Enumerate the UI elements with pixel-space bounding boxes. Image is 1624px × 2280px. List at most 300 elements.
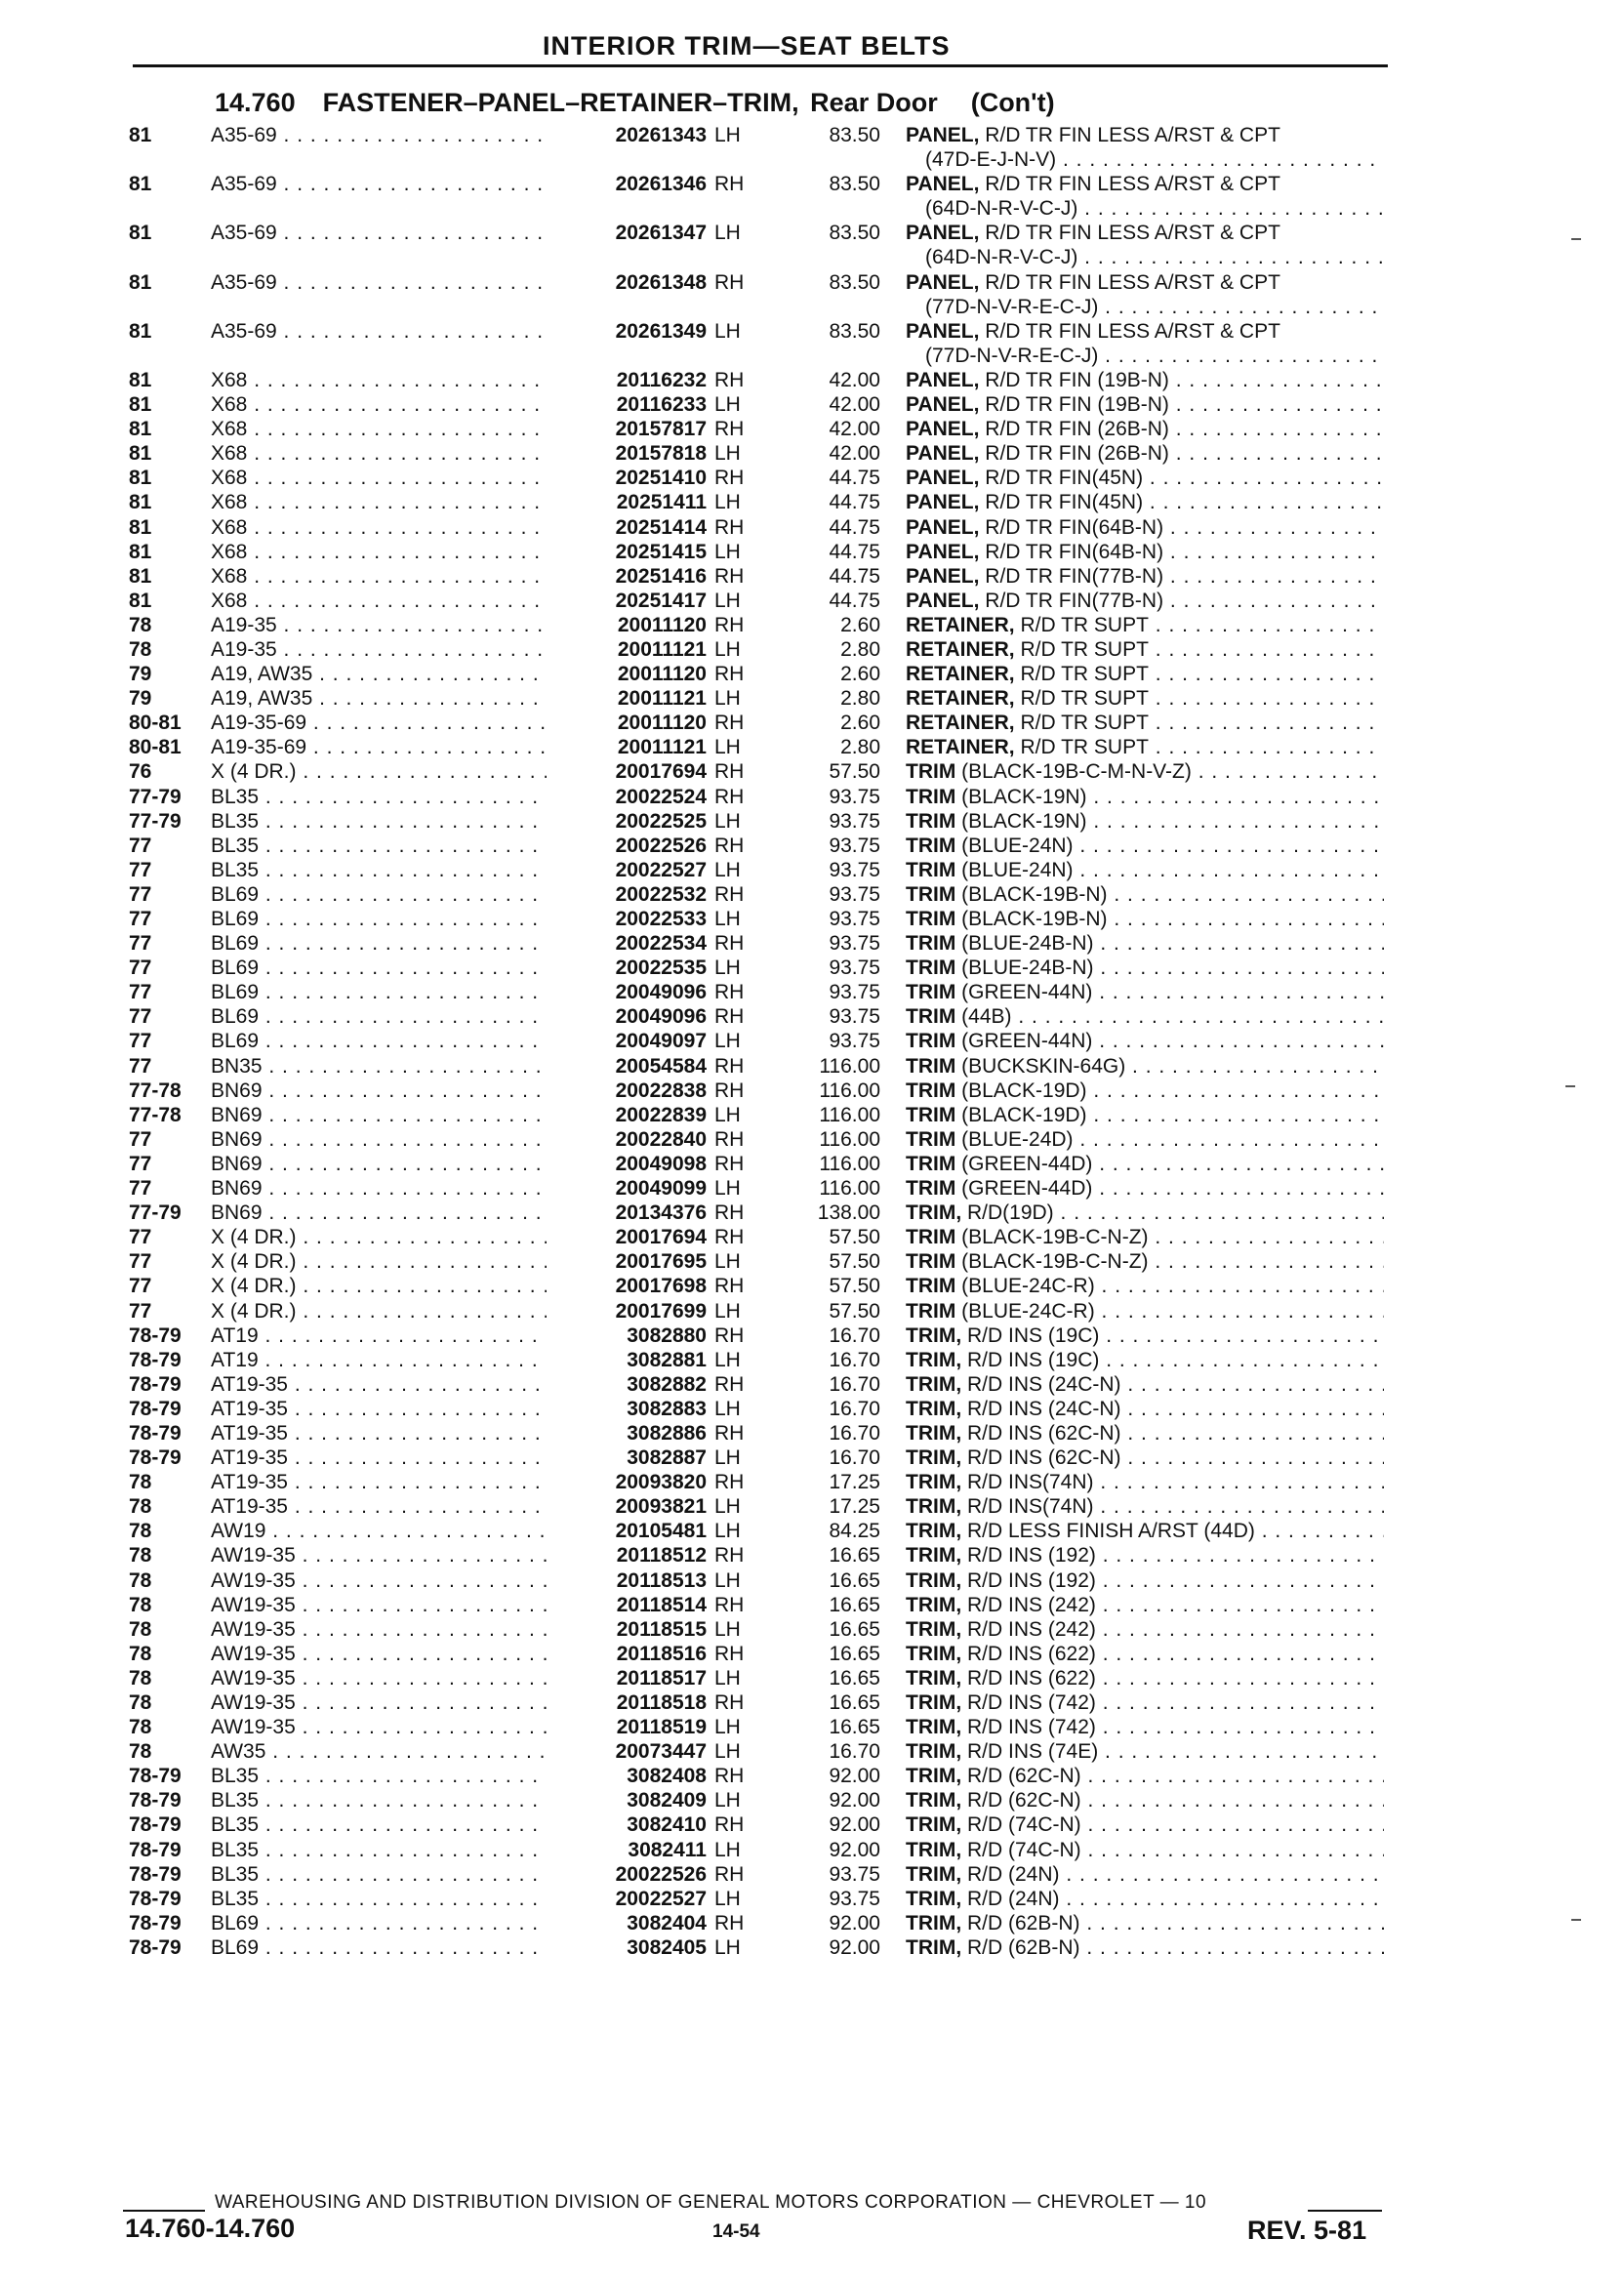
model-code: A35-69 . . . bbox=[211, 221, 562, 245]
price: 83.50 bbox=[829, 222, 880, 245]
year-range: 78-79 bbox=[129, 1887, 182, 1910]
model-code: BL35 . . . bbox=[211, 1838, 562, 1862]
model-code: BN69 . . . bbox=[211, 1176, 562, 1201]
model-code: BN69 . . . bbox=[211, 1152, 562, 1176]
description bbox=[906, 980, 1384, 1004]
side: RH bbox=[714, 1421, 745, 1445]
year-range: 78 bbox=[129, 1617, 152, 1641]
description-keyword: TRIM bbox=[906, 1127, 956, 1151]
description bbox=[906, 540, 1384, 564]
table-row bbox=[0, 1739, 1624, 1764]
description bbox=[906, 589, 1384, 613]
model-code: A35-69 . . . bbox=[211, 319, 562, 344]
side: LH bbox=[714, 1103, 741, 1126]
price: 93.75 bbox=[829, 1005, 880, 1029]
price: 83.50 bbox=[829, 173, 880, 196]
year-range: 81 bbox=[129, 393, 152, 417]
description bbox=[906, 1788, 1384, 1812]
model-code: BL69 . . . bbox=[211, 1935, 562, 1960]
table-row bbox=[0, 1519, 1624, 1543]
year-range: 77-78 bbox=[129, 1103, 182, 1126]
description-subtext: (64D-N-R-V-C-J) . . . bbox=[906, 196, 1384, 221]
description bbox=[906, 270, 1384, 319]
part-number: 20251411 bbox=[547, 490, 707, 514]
description-keyword: TRIM, bbox=[906, 1838, 962, 1861]
price: 16.70 bbox=[829, 1348, 880, 1371]
model-code: AW19-35 . . . bbox=[211, 1543, 562, 1568]
year-range: 77-78 bbox=[129, 1079, 182, 1102]
description-subtext: (77D-N-V-R-E-C-J) . . . bbox=[906, 344, 1384, 368]
description bbox=[906, 1029, 1384, 1053]
table-row bbox=[0, 735, 1624, 759]
table-row bbox=[0, 637, 1624, 662]
description-keyword: PANEL, bbox=[906, 515, 980, 539]
part-number: 20049097 bbox=[547, 1029, 707, 1053]
price: 93.75 bbox=[829, 908, 880, 930]
table-row bbox=[0, 490, 1624, 514]
description-keyword: TRIM bbox=[906, 1226, 956, 1249]
price: 44.75 bbox=[829, 589, 880, 612]
table-row bbox=[0, 1715, 1624, 1739]
table-row bbox=[0, 1176, 1624, 1201]
description-keyword: TRIM, bbox=[906, 1617, 962, 1641]
side: RH bbox=[714, 418, 745, 441]
side: RH bbox=[714, 564, 745, 588]
description-text: R/D INS (19C) . . . bbox=[967, 1324, 1384, 1347]
part-number: 3082411 bbox=[547, 1838, 707, 1862]
description-keyword: TRIM, bbox=[906, 1593, 962, 1616]
description-keyword: TRIM, bbox=[906, 1471, 962, 1494]
side: RH bbox=[714, 1593, 745, 1616]
side: LH bbox=[714, 589, 741, 612]
year-range: 81 bbox=[129, 124, 152, 146]
price: 44.75 bbox=[829, 491, 880, 514]
table-row bbox=[0, 515, 1624, 540]
year-range: 78-79 bbox=[129, 1323, 182, 1347]
side: RH bbox=[714, 1642, 745, 1665]
table-row bbox=[0, 1838, 1624, 1862]
side: RH bbox=[714, 1005, 745, 1029]
part-number: 20118518 bbox=[547, 1690, 707, 1715]
description-keyword: TRIM, bbox=[906, 1716, 962, 1739]
description bbox=[906, 1764, 1384, 1788]
description bbox=[906, 613, 1384, 637]
side: LH bbox=[714, 319, 741, 343]
table-row bbox=[0, 123, 1624, 172]
part-number: 20022525 bbox=[547, 809, 707, 834]
year-range: 77 bbox=[129, 1005, 152, 1029]
model-code: A35-69 . . . bbox=[211, 123, 562, 147]
description-text: (BLACK-19B-C-M-N-V-Z) . . . bbox=[961, 760, 1384, 783]
price: 57.50 bbox=[829, 1299, 880, 1323]
table-row bbox=[0, 1249, 1624, 1274]
year-range: 77 bbox=[129, 834, 152, 857]
description bbox=[906, 1715, 1384, 1739]
description-text: R/D TR FIN (26B-N) . . . bbox=[985, 442, 1384, 465]
model-code: AT19-35 . . . bbox=[211, 1445, 562, 1470]
price: 93.75 bbox=[829, 1862, 880, 1886]
side: LH bbox=[714, 1568, 741, 1592]
description-text: R/D TR FIN(45N) . . . bbox=[985, 491, 1384, 513]
table-row bbox=[0, 613, 1624, 637]
model-code: BN69 . . . bbox=[211, 1103, 562, 1127]
year-range: 77 bbox=[129, 1152, 152, 1175]
side: LH bbox=[714, 124, 741, 146]
year-range: 77 bbox=[129, 1127, 152, 1151]
header-rule bbox=[133, 64, 1388, 67]
side: RH bbox=[714, 1691, 745, 1714]
price: 17.25 bbox=[829, 1471, 880, 1494]
price: 16.65 bbox=[829, 1716, 880, 1739]
description-text: R/D INS (62C-N) . . . bbox=[967, 1422, 1384, 1445]
model-code: X68 . . . bbox=[211, 441, 562, 466]
description-keyword: TRIM, bbox=[906, 1421, 962, 1445]
description-keyword: TRIM bbox=[906, 760, 956, 784]
model-code: AT19-35 . . . bbox=[211, 1494, 562, 1519]
year-range: 77-79 bbox=[129, 1201, 182, 1225]
price: 116.00 bbox=[819, 1079, 880, 1102]
part-number: 20049098 bbox=[547, 1152, 707, 1176]
year-range: 78-79 bbox=[129, 1397, 182, 1420]
description-text: R/D INS (742) . . . bbox=[967, 1716, 1384, 1738]
side: LH bbox=[714, 858, 741, 881]
description-text: R/D TR FIN LESS A/RST & CPT bbox=[985, 173, 1280, 196]
year-range: 77 bbox=[129, 932, 152, 956]
description bbox=[906, 1323, 1384, 1348]
description-keyword: PANEL, bbox=[906, 222, 980, 245]
description bbox=[906, 1494, 1384, 1519]
model-code: BL69 . . . bbox=[211, 956, 562, 980]
side: RH bbox=[714, 981, 745, 1004]
price: 2.60 bbox=[840, 613, 880, 636]
description-keyword: TRIM bbox=[906, 932, 956, 956]
year-range: 78 bbox=[129, 1520, 152, 1543]
model-code: X68 . . . bbox=[211, 392, 562, 417]
price: 16.70 bbox=[829, 1421, 880, 1445]
part-number: 20017694 bbox=[547, 1225, 707, 1249]
table-row bbox=[0, 392, 1624, 417]
price: 16.70 bbox=[829, 1323, 880, 1347]
price: 16.65 bbox=[829, 1544, 880, 1568]
description-keyword: RETAINER, bbox=[906, 687, 1015, 711]
description-keyword: TRIM, bbox=[906, 1789, 962, 1812]
description-keyword: TRIM bbox=[906, 1177, 956, 1201]
description-keyword: TRIM bbox=[906, 785, 956, 808]
model-code: AW19-35 . . . bbox=[211, 1642, 562, 1666]
table-row bbox=[0, 686, 1624, 711]
description-text: R/D LESS FINISH A/RST (44D) . . . bbox=[967, 1520, 1384, 1542]
description-text: (BLACK-19N) . . . bbox=[961, 786, 1384, 808]
year-range: 78-79 bbox=[129, 1765, 182, 1788]
part-number: 20251415 bbox=[547, 540, 707, 564]
description-keyword: TRIM bbox=[906, 1079, 956, 1102]
side: LH bbox=[714, 1397, 741, 1420]
model-code: BL35 . . . bbox=[211, 1812, 562, 1837]
description-text: (BLACK-19N) . . . bbox=[961, 810, 1384, 833]
side: RH bbox=[714, 613, 745, 636]
price: 17.25 bbox=[829, 1495, 880, 1519]
part-number: 20261348 bbox=[547, 270, 707, 295]
table-row bbox=[0, 858, 1624, 882]
description-text: R/D TR FIN (26B-N) . . . bbox=[985, 418, 1384, 440]
price: 92.00 bbox=[829, 1765, 880, 1788]
table-row bbox=[0, 1397, 1624, 1421]
price: 93.75 bbox=[829, 785, 880, 808]
description-text: (44B) . . . bbox=[961, 1005, 1384, 1028]
year-range: 81 bbox=[129, 491, 152, 514]
edge-mark bbox=[1571, 1919, 1581, 1921]
model-code: BL69 . . . bbox=[211, 931, 562, 956]
side: LH bbox=[714, 957, 741, 980]
description bbox=[906, 1201, 1384, 1225]
description bbox=[906, 1666, 1384, 1690]
model-code: BN69 . . . bbox=[211, 1201, 562, 1225]
side: RH bbox=[714, 173, 745, 196]
description-keyword: TRIM, bbox=[906, 1740, 962, 1764]
price: 44.75 bbox=[829, 540, 880, 563]
description-keyword: RETAINER, bbox=[906, 637, 1015, 661]
table-row bbox=[0, 1103, 1624, 1127]
model-code: AW19-35 . . . bbox=[211, 1617, 562, 1642]
year-range: 77 bbox=[129, 1030, 152, 1053]
description-text: (GREEN-44D) . . . bbox=[961, 1153, 1384, 1175]
price: 116.00 bbox=[819, 1103, 880, 1126]
description-subtext: (77D-N-V-R-E-C-J) . . . bbox=[906, 295, 1384, 319]
part-number: 20261343 bbox=[547, 123, 707, 147]
model-code: BL69 . . . bbox=[211, 907, 562, 931]
price: 57.50 bbox=[829, 1250, 880, 1274]
year-range: 77 bbox=[129, 1177, 152, 1201]
description bbox=[906, 1812, 1384, 1837]
model-code: A19, AW35 . . . bbox=[211, 662, 562, 686]
description-keyword: TRIM bbox=[906, 908, 956, 930]
part-number: 20261347 bbox=[547, 221, 707, 245]
part-number: 20017698 bbox=[547, 1274, 707, 1298]
model-code: BL35 . . . bbox=[211, 1887, 562, 1911]
table-row bbox=[0, 1127, 1624, 1152]
table-row bbox=[0, 441, 1624, 466]
description-text: R/D TR FIN(77B-N) . . . bbox=[985, 565, 1384, 588]
model-code: BL69 . . . bbox=[211, 1029, 562, 1053]
description bbox=[906, 1470, 1384, 1494]
part-number: 20022532 bbox=[547, 882, 707, 907]
side: LH bbox=[714, 637, 741, 661]
side: RH bbox=[714, 1127, 745, 1151]
side: RH bbox=[714, 515, 745, 539]
model-code: AT19-35 . . . bbox=[211, 1397, 562, 1421]
description-text: R/D TR FIN LESS A/RST & CPT bbox=[985, 222, 1280, 245]
description-keyword: PANEL, bbox=[906, 540, 980, 563]
description bbox=[906, 515, 1384, 540]
table-row bbox=[0, 1445, 1624, 1470]
part-number: 20022535 bbox=[547, 956, 707, 980]
description-text: R/D INS (24C-N) . . . bbox=[967, 1373, 1384, 1396]
model-code: A19, AW35 . . . bbox=[211, 686, 562, 711]
price: 138.00 bbox=[817, 1201, 880, 1225]
table-row bbox=[0, 1666, 1624, 1690]
description-text: (BLACK-19D) . . . bbox=[961, 1104, 1384, 1126]
edge-mark bbox=[1571, 238, 1581, 240]
description-keyword: PANEL, bbox=[906, 418, 980, 441]
side: RH bbox=[714, 663, 745, 686]
price: 84.25 bbox=[829, 1520, 880, 1543]
part-number: 20022534 bbox=[547, 931, 707, 956]
description bbox=[906, 858, 1384, 882]
description bbox=[906, 1617, 1384, 1642]
part-number: 20116233 bbox=[547, 392, 707, 417]
side: LH bbox=[714, 1030, 741, 1053]
part-number: 20157818 bbox=[547, 441, 707, 466]
table-row bbox=[0, 809, 1624, 834]
price: 93.75 bbox=[829, 1030, 880, 1053]
side: RH bbox=[714, 1471, 745, 1494]
table-row bbox=[0, 1690, 1624, 1715]
price: 92.00 bbox=[829, 1789, 880, 1812]
description-text: R/D TR SUPT . . . bbox=[1020, 736, 1384, 758]
side: LH bbox=[714, 1348, 741, 1371]
year-range: 77 bbox=[129, 882, 152, 906]
model-code: AW19 . . . bbox=[211, 1519, 562, 1543]
description bbox=[906, 637, 1384, 662]
description-keyword: TRIM bbox=[906, 957, 956, 980]
part-number: 20261346 bbox=[547, 172, 707, 196]
table-row bbox=[0, 221, 1624, 269]
year-range: 81 bbox=[129, 564, 152, 588]
description-keyword: TRIM, bbox=[906, 1862, 962, 1886]
description bbox=[906, 1519, 1384, 1543]
price: 83.50 bbox=[829, 124, 880, 146]
model-code: X (4 DR.) . . . bbox=[211, 1299, 562, 1323]
price: 93.75 bbox=[829, 957, 880, 980]
description bbox=[906, 1249, 1384, 1274]
price: 44.75 bbox=[829, 467, 880, 490]
side: LH bbox=[714, 1716, 741, 1739]
part-number: 20022838 bbox=[547, 1079, 707, 1103]
side: LH bbox=[714, 687, 741, 711]
part-number: 20134376 bbox=[547, 1201, 707, 1225]
table-row bbox=[0, 1887, 1624, 1911]
side: RH bbox=[714, 467, 745, 490]
description-keyword: TRIM bbox=[906, 809, 956, 833]
description bbox=[906, 319, 1384, 368]
description-text: (BLACK-19B-C-N-Z) . . . bbox=[961, 1250, 1384, 1273]
part-number: 3082408 bbox=[547, 1764, 707, 1788]
description-text: R/D (74C-N) . . . bbox=[967, 1813, 1384, 1836]
model-code: BL35 . . . bbox=[211, 809, 562, 834]
year-range: 78 bbox=[129, 613, 152, 636]
year-range: 81 bbox=[129, 540, 152, 563]
table-row bbox=[0, 1617, 1624, 1642]
year-range: 81 bbox=[129, 173, 152, 196]
price: 83.50 bbox=[829, 319, 880, 343]
side: LH bbox=[714, 1887, 741, 1910]
description-text: R/D TR SUPT . . . bbox=[1020, 638, 1384, 661]
table-row bbox=[0, 1323, 1624, 1348]
model-code: X (4 DR.) . . . bbox=[211, 1225, 562, 1249]
year-range: 78-79 bbox=[129, 1446, 182, 1470]
price: 16.65 bbox=[829, 1593, 880, 1616]
description-text: (BLACK-19B-N) . . . bbox=[961, 908, 1384, 930]
part-number: 20157817 bbox=[547, 417, 707, 441]
description-keyword: RETAINER, bbox=[906, 663, 1015, 686]
description bbox=[906, 490, 1384, 514]
part-number: 20118517 bbox=[547, 1666, 707, 1690]
price: 16.70 bbox=[829, 1740, 880, 1764]
side: LH bbox=[714, 1177, 741, 1201]
table-row bbox=[0, 417, 1624, 441]
description-text: (BLUE-24D) . . . bbox=[961, 1128, 1384, 1151]
description-text: (BLUE-24B-N) . . . bbox=[961, 957, 1384, 979]
year-range: 81 bbox=[129, 368, 152, 391]
part-number: 20017694 bbox=[547, 759, 707, 784]
description-keyword: TRIM bbox=[906, 1152, 956, 1175]
model-code: AT19-35 . . . bbox=[211, 1470, 562, 1494]
side: LH bbox=[714, 1446, 741, 1470]
table-row bbox=[0, 662, 1624, 686]
description-text: R/D INS (74E) . . . bbox=[967, 1740, 1384, 1763]
model-code: X68 . . . bbox=[211, 490, 562, 514]
side: RH bbox=[714, 785, 745, 808]
table-row bbox=[0, 1642, 1624, 1666]
description-keyword: TRIM, bbox=[906, 1544, 962, 1568]
side: RH bbox=[714, 1054, 745, 1078]
description bbox=[906, 392, 1384, 417]
description-text: R/D (24N) . . . bbox=[967, 1888, 1384, 1910]
description-keyword: RETAINER, bbox=[906, 613, 1015, 636]
description bbox=[906, 1348, 1384, 1372]
price: 16.65 bbox=[829, 1666, 880, 1690]
description bbox=[906, 1372, 1384, 1397]
year-range: 80-81 bbox=[129, 736, 182, 759]
description-keyword: RETAINER, bbox=[906, 712, 1015, 735]
description-text: R/D(19D) . . . bbox=[967, 1201, 1384, 1224]
year-range: 77 bbox=[129, 1299, 152, 1323]
table-row bbox=[0, 540, 1624, 564]
model-code: X (4 DR.) . . . bbox=[211, 1249, 562, 1274]
description-text: R/D (62B-N) . . . bbox=[967, 1936, 1384, 1959]
description-text: R/D TR SUPT . . . bbox=[1020, 614, 1384, 636]
description bbox=[906, 686, 1384, 711]
year-range: 81 bbox=[129, 222, 152, 245]
model-code: BL35 . . . bbox=[211, 1862, 562, 1887]
description-keyword: PANEL, bbox=[906, 491, 980, 514]
description-keyword: TRIM bbox=[906, 882, 956, 906]
description-text: (GREEN-44D) . . . bbox=[961, 1177, 1384, 1200]
price: 16.70 bbox=[829, 1397, 880, 1420]
description bbox=[906, 1911, 1384, 1935]
side: LH bbox=[714, 908, 741, 930]
price: 16.65 bbox=[829, 1617, 880, 1641]
section-number: 14.760 bbox=[215, 88, 296, 117]
description-keyword: TRIM bbox=[906, 834, 956, 857]
description-text: R/D TR FIN LESS A/RST & CPT bbox=[985, 270, 1280, 294]
year-range: 80-81 bbox=[129, 712, 182, 735]
description-text: R/D INS (24C-N) . . . bbox=[967, 1398, 1384, 1420]
description-text: (BLUE-24C-R) . . . bbox=[961, 1275, 1384, 1297]
description-keyword: TRIM bbox=[906, 1299, 956, 1323]
description-text: (BLUE-24B-N) . . . bbox=[961, 932, 1384, 955]
description bbox=[906, 1642, 1384, 1666]
price: 42.00 bbox=[829, 418, 880, 441]
model-code: AW19-35 . . . bbox=[211, 1715, 562, 1739]
description bbox=[906, 1299, 1384, 1323]
part-number: 3082409 bbox=[547, 1788, 707, 1812]
year-range: 77 bbox=[129, 1226, 152, 1249]
table-row bbox=[0, 1348, 1624, 1372]
price: 42.00 bbox=[829, 393, 880, 417]
description-text: R/D INS (62C-N) . . . bbox=[967, 1446, 1384, 1469]
price: 2.80 bbox=[840, 687, 880, 711]
